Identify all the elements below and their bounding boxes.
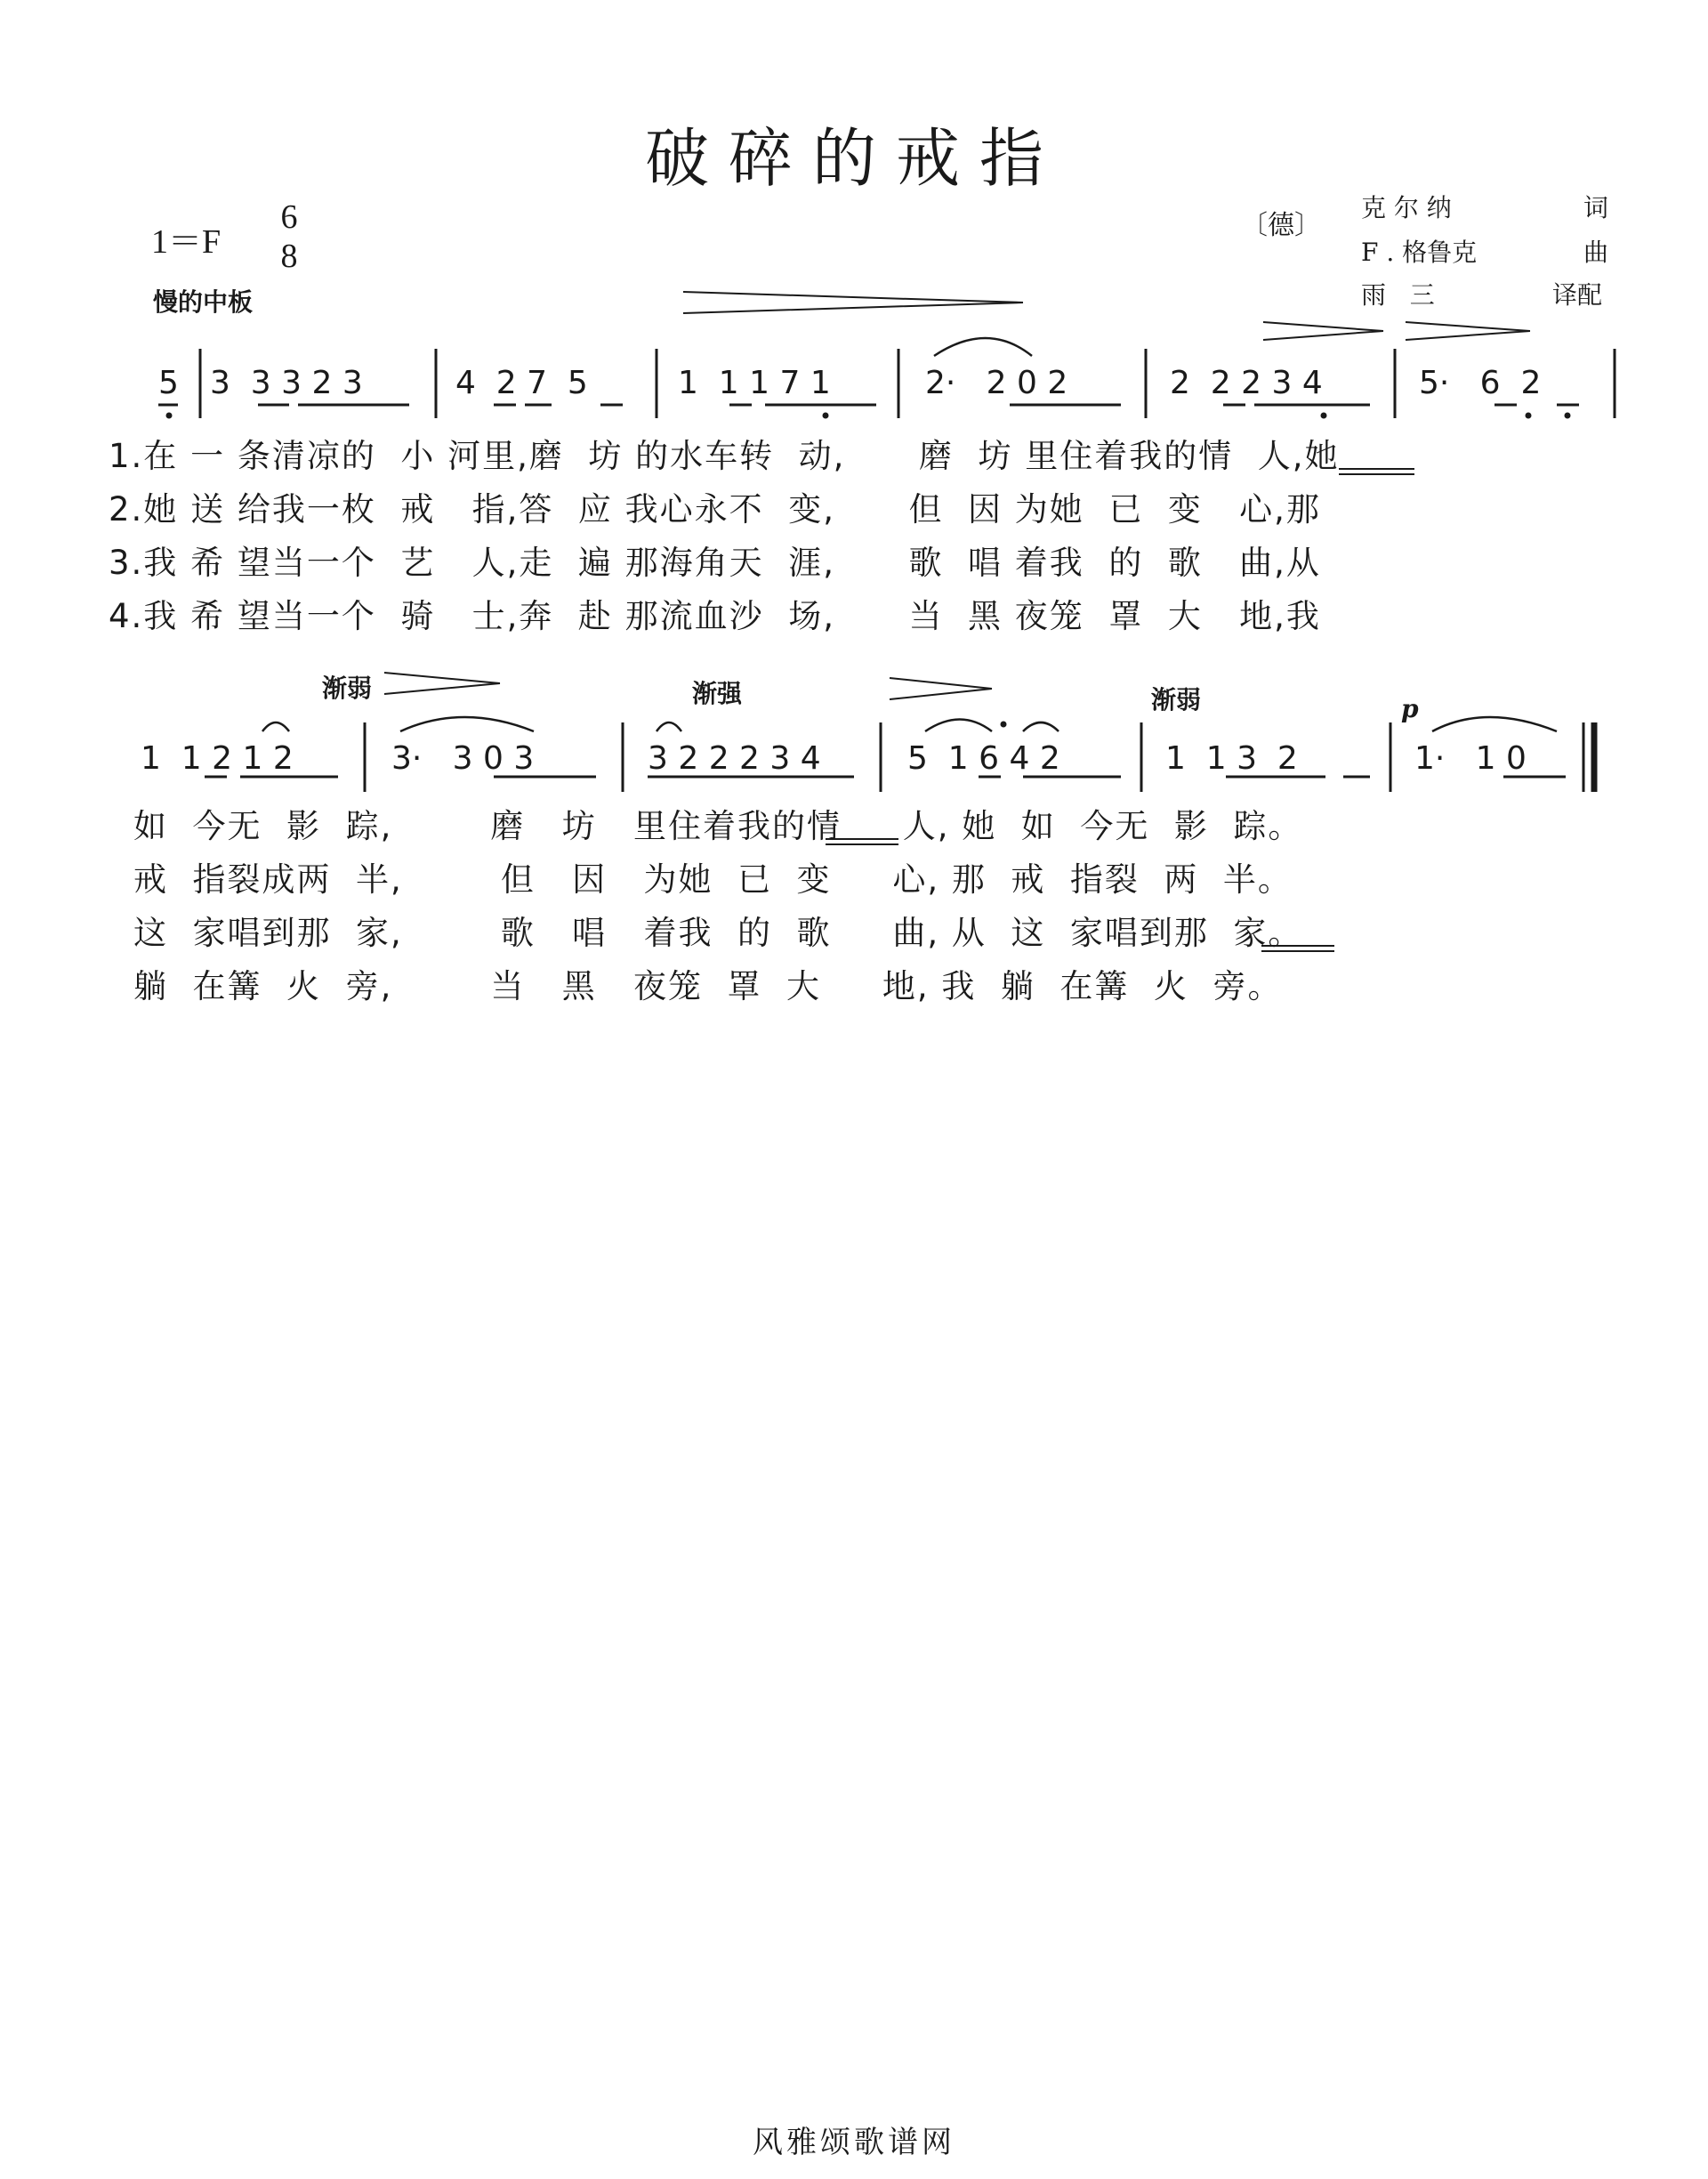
note-group: 1· 1 0 [1414,740,1527,777]
crescendo-hairpin [1263,322,1383,340]
composer-role: 曲 [1583,238,1609,267]
note-group: 4 2 7 5 [455,365,588,401]
decrescendo-hairpin [890,678,992,699]
slur [1432,717,1557,731]
note-group: 3 2 2 2 3 4 [648,740,821,777]
slur [657,722,681,731]
note-group: 2 2 2 3 4 [1170,365,1323,401]
octave-dots [166,413,1571,728]
note-group: 1 1 3 2 [1165,740,1298,777]
slur [400,717,534,731]
time-signature-numerator: 6 [280,198,298,236]
verse-line: 躺 在篝 火 旁, 当 黑 夜笼 罩 大 地, 我 躺 在篝 火 旁。 [133,967,1283,1005]
decrescendo-hairpin [683,292,1023,313]
verse-line: 3.我 希 望当一个 艺 人,走 遍 那海角天 涯, 歌 唱 着我 的 歌 曲,从 [109,544,1321,582]
slur [262,722,289,731]
verse-line: 这 家唱到那 家, 歌 唱 着我 的 歌 曲, 从 这 家唱到那 家。 [133,914,1303,952]
note-group: 3 3 3 2 3 [210,365,363,401]
dynamic-crescendo: 渐强 [692,679,743,708]
origin-label: 〔德〕 [1241,210,1321,241]
note-group: 2· 2 0 2 [925,365,1068,401]
decrescendo-hairpin [1406,322,1530,340]
translator-name: 雨 三 [1361,280,1435,310]
dynamic-diminuendo: 渐弱 [1151,685,1202,714]
verse-line: 2.她 送 给我一枚 戒 指,答 应 我心永不 变, 但 因 为她 已 变 心,那 [109,490,1321,529]
beam-lines [158,405,1579,777]
footer-watermark: 风雅颂歌谱网 [753,2125,955,2160]
verse-line: 4.我 希 望当一个 骑 士,奔 赴 那流血沙 场, 当 黑 夜笼 罩 大 地,我 [109,597,1321,635]
note-group: 1 1 2 1 2 [141,740,294,777]
note-group: 5 1 6 4 2 [907,740,1060,777]
composer-name: F . 格鲁克 [1361,238,1478,267]
time-signature-denominator: 8 [280,238,298,275]
verse-line: 1.在 一 条清凉的 小 河里,磨 坊 的水车转 动, 磨 坊 里住着我的情 人,她 [109,437,1340,475]
slur [1023,722,1059,731]
translator-role: 译配 [1552,280,1603,310]
slur [925,720,992,732]
lyricist-role: 词 [1583,193,1609,222]
verse-line: 戒 指裂成两 半, 但 因 为她 已 变 心, 那 戒 指裂 两 半。 [133,860,1293,899]
dynamic-diminuendo: 渐弱 [322,674,373,703]
tempo-marking: 慢的中板 [153,287,254,317]
key-signature: 1＝F [151,223,222,261]
lyric-underlines [826,469,1414,951]
note-group: 5 [158,365,179,401]
note-group: 5· 6 2 [1419,365,1542,401]
lyricist-name: 克 尔 纳 [1361,193,1452,222]
song-title: 破碎的戒指 [644,121,1063,196]
dynamic-piano: p [1401,694,1419,723]
verse-line: 如 今无 影 踪, 磨 坊 里住着我的情 人, 她 如 今无 影 踪。 [133,807,1303,845]
slur [934,338,1032,356]
decrescendo-hairpin [384,673,500,694]
note-group: 3· 3 0 3 [391,740,535,777]
note-group: 1 1 1 7 1 [678,365,831,401]
